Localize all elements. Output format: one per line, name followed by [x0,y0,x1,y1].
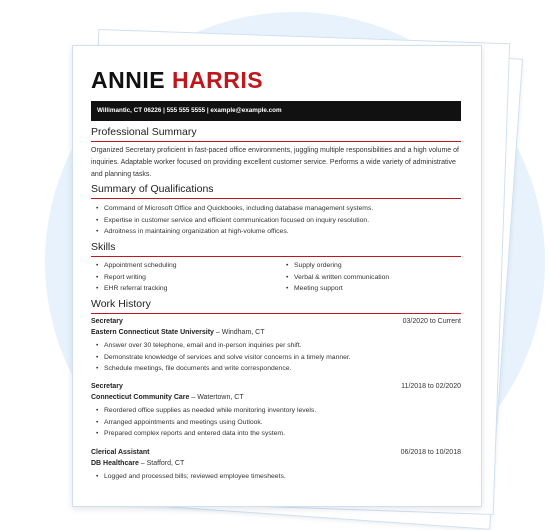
skills-list-left [91,260,177,295]
list-item: • Adroitness in maintaining organization at high-volume offices. [91,226,373,238]
list-item: • Prepared complex reports and entered data into the system. [91,428,316,440]
contact-bar: Willimantic, CT 06226 | 555 555 5555 | example@example.com [91,101,461,121]
section-heading-summary: Professional Summary [91,126,197,138]
section-heading-work: Work History [91,298,151,310]
section-divider [91,313,461,314]
section-heading-qualifications: Summary of Qualifications [91,183,214,195]
job-company [91,460,184,467]
section-divider [91,198,461,199]
job-title: Secretary [91,383,123,390]
company-location: – Watertown, CT [189,394,244,401]
job-company [91,329,265,336]
last-name: HARRIS [171,67,264,93]
list-item: • Schedule meetings, file documents and write correspondence. [91,363,351,375]
list-item: • Supply ordering [281,260,389,272]
list-item: • Answer over 30 telephone, email and in-person inquiries per shift. [91,340,351,352]
skills-list-right [281,260,389,295]
list-item: • Reordered office supplies as needed while monitoring inventory levels. [91,405,316,417]
company-name: Eastern Connecticut State University [91,329,214,336]
company-name: DB Healthcare [91,460,139,467]
list-item: • Appointment scheduling [91,260,177,272]
section-divider [91,141,461,142]
section-divider [91,256,461,257]
job-duties [91,405,316,440]
company-location: – Stafford, CT [138,460,185,467]
resume-page [72,45,482,507]
list-item: • Verbal & written communication [281,272,389,284]
list-item: • Expertise in customer service and efficient communication focused on inquiry resolution. [91,215,373,227]
company-location: – Windham, CT [213,329,265,336]
first-name: ANNIE [91,67,166,93]
list-item: • Command of Microsoft Office and Quickbooks, including database management systems. [91,203,373,215]
list-item: • Arranged appointments and meetings using Outlook. [91,417,316,429]
job-company [91,394,244,401]
list-item: • Logged and processed bills; reviewed employee timesheets. [91,471,286,483]
candidate-name [91,67,263,94]
job-duties [91,471,286,483]
job-duties [91,340,351,375]
list-item: • Meeting support [281,283,389,295]
job-dates: 11/2018 to 02/2020 [401,383,461,390]
list-item: • Report writing [91,272,177,284]
job-dates: 06/2018 to 10/2018 [400,449,461,456]
list-item: • Demonstrate knowledge of services and solve visitor concerns in a timely manner. [91,352,351,364]
summary-text: Organized Secretary proficient in fast-paced office environments, juggling multiple responsibilities and a high volume of inquiries. Adaptable worker focused on providing excellent customer service. Performs a wide variety of administrative and planning tasks. [91,147,459,178]
qualifications-list [91,203,373,238]
list-item: • EHR referral tracking [91,283,177,295]
section-heading-skills: Skills [91,241,116,253]
company-name: Connecticut Community Care [91,394,190,401]
job-dates: 03/2020 to Current [402,318,461,325]
job-title: Secretary [91,318,123,325]
job-title: Clerical Assistant [91,449,150,456]
